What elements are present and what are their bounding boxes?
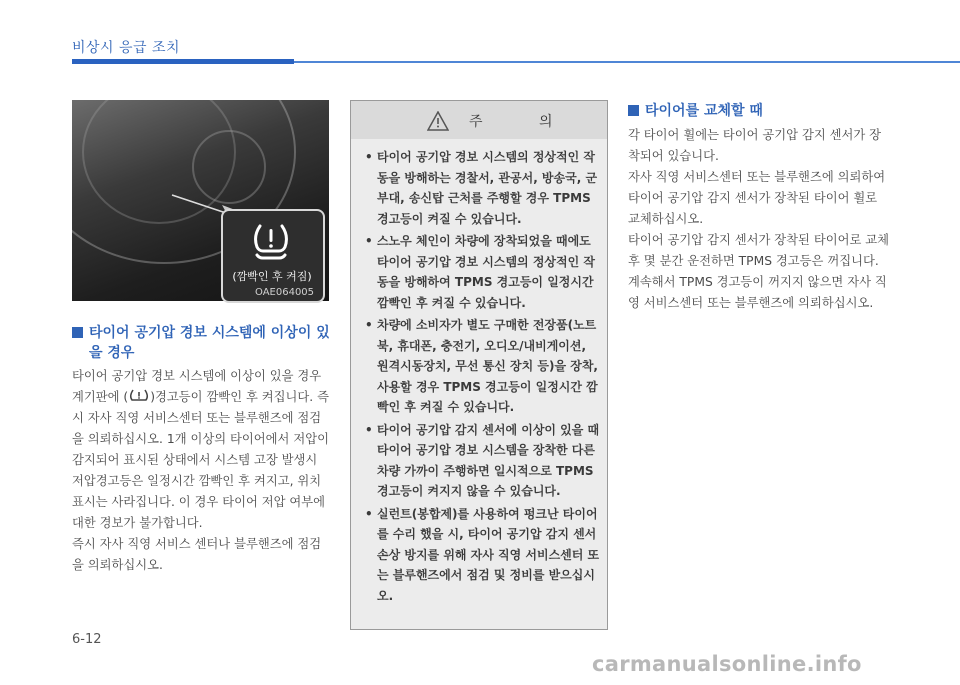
- page-number: 6-12: [72, 632, 102, 647]
- caution-item: • 실런트(봉합제)를 사용하여 펑크난 타이어를 수리 했을 시, 타이어 공기압 감지 센서 손상 방지를 위해 자사 직영 서비스센터 또는 블루핸즈에서 점검 및 정비를 받으십시오.: [365, 504, 601, 607]
- tpms-malfunction-text: 타이어 공기압 경보 시스템에 이상이 있을 경우 계기판에 ( )경고등이 깜빡인 후 켜집니다. 즉시 자사 직영 서비스센터 또는 블루핸즈에 점검을 의뢰하십시오. 1개 이상의 타이어에서 저압이 감지되어 표시된 상태에서 시스템 고장 발생시 저압경고등은 일정시간 깜빡인 후 켜지고, 위치 표시는 사라집니다. 이 경우 타이어 저압 여부에 대한 경보가 불가합니다. 즉시 자사 직영 서비스 센터나 블루핸즈에 점검을 의뢰하십시오.: [72, 369, 330, 572]
- header-divider-thin: [294, 61, 960, 63]
- caution-item: • 타이어 공기압 감지 센서에 이상이 있을 때 타이어 공기압 경보 시스템을 장착한 다른 차량 가까이 주행하면 일시적으로 TPMS 경고등이 켜지지 않을 수 있습니다.: [365, 420, 601, 502]
- caution-box: [350, 100, 608, 630]
- header-divider-thick: [72, 59, 294, 64]
- callout-label: (깜빡인 후 켜짐): [232, 270, 312, 283]
- caution-header: [351, 101, 607, 139]
- watermark: carmanualsonline.info: [592, 652, 862, 676]
- tpms-malfunction-heading: 타이어 공기압 경보 시스템에 이상이 있 을 경우: [72, 323, 332, 363]
- caution-item: • 타이어 공기압 경보 시스템의 정상적인 작동을 방해하는 경찰서, 관공서, 방송국, 군부대, 송신탑 근처를 주행할 경우 TPMS 경고등이 켜질 수 있습니다.: [365, 147, 601, 229]
- caution-list: [365, 147, 601, 608]
- section-title: 비상시 응급 조치: [72, 40, 181, 56]
- tpms-warning-icon: [251, 220, 291, 260]
- image-code: OAE064005: [255, 287, 315, 298]
- heading-bullet-square: [72, 327, 83, 338]
- caution-title: 주 의: [469, 114, 579, 130]
- tire-replacement-heading: 타이어를 교체할 때: [628, 101, 890, 121]
- heading-bullet-square: [628, 105, 639, 116]
- warning-triangle-icon: [427, 111, 449, 131]
- tire-replacement-text: 각 타이어 휠에는 타이어 공기압 감지 센서가 장착되어 있습니다. 자사 직영 서비스센터 또는 블루핸즈에 의뢰하여 타이어 공기압 감지 센서가 장착된 타이어 휠로 교체하십시오. 타이어 공기압 감지 센서가 장착된 타이어로 교체 후 몇 분간 운전하면 TPMS 경고등은 꺼집니다. 계속해서 TPMS 경고등이 꺼지지 않으면 자사 직영 서비스센터 또는 블루핸즈에 의뢰하십시오.: [628, 128, 890, 310]
- tpms-inline-icon: [128, 389, 150, 403]
- caution-item: • 차량에 소비자가 별도 구매한 전장품(노트북, 휴대폰, 충전기, 오디오/내비게이션, 원격시동장치, 무선 통신 장치 등)을 장착, 사용할 경우 TPMS 경고등이 일정시간 깜빡인 후 켜질 수 있습니다.: [365, 315, 601, 418]
- caution-item: • 스노우 체인이 차량에 장착되었을 때에도 타이어 공기압 경보 시스템의 정상적인 작동을 방해하여 TPMS 경고등이 일정시간 깜빡인 후 켜질 수 있습니다.: [365, 231, 601, 313]
